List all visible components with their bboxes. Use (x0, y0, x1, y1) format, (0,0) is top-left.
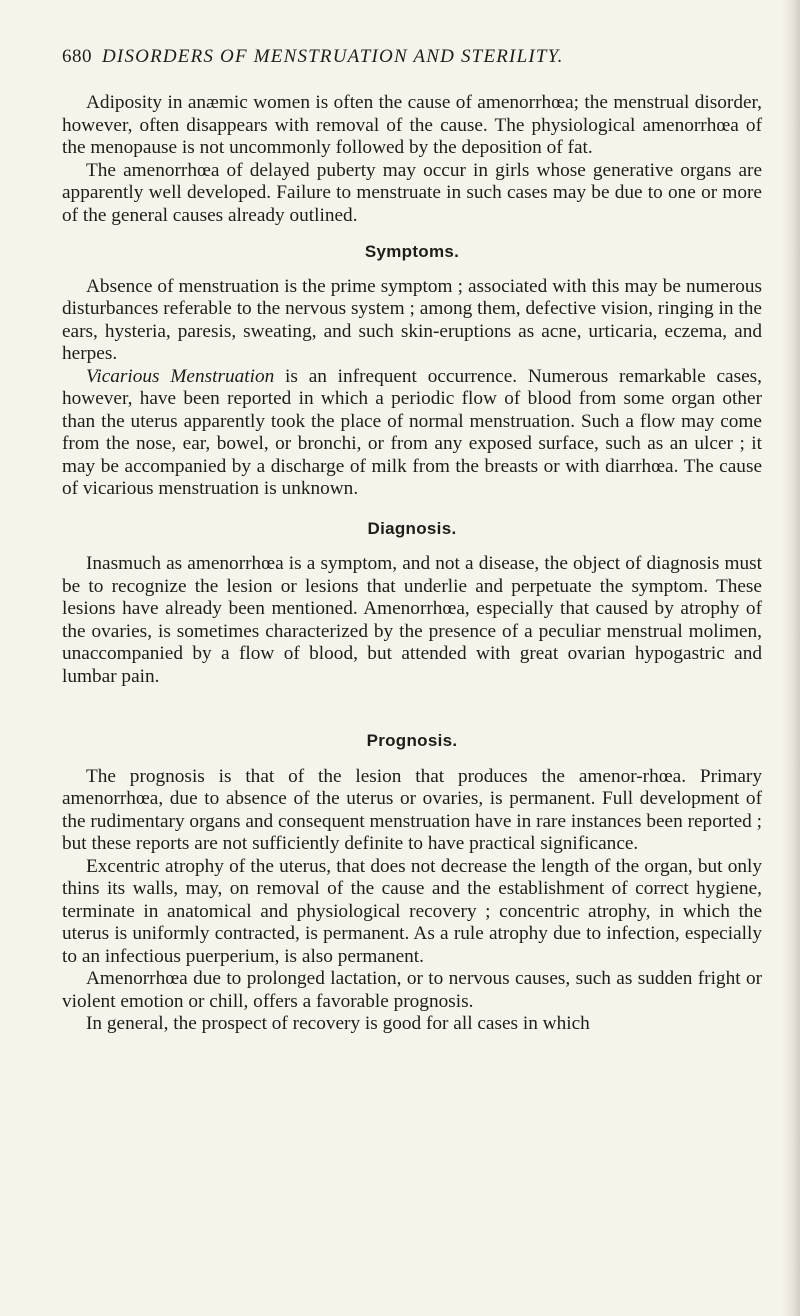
paragraph-vicarious-text: is an infrequent occurrence. Numerous remarkable cases, however, have been reported in which a periodic flow of blood from some organ other than the uterus apparently took the place of normal menstruation. Such a flow may come from the nose, ear, bowel, or bronchi, or from any exposed surface, such as an ulcer ; it may be accompanied by a discharge of milk from the breasts or with diarrhœa. The cause of vicarious menstruation is unknown. (62, 365, 762, 499)
paragraph-excentric-atrophy: Excentric atrophy of the uterus, that does not decrease the length of the organ, but only thins its walls, may, on removal of the cause and the establishment of correct hygiene, terminate in anatomical and physiological recovery ; concentric atrophy, in which the uterus is uniformly contracted, is permanent. As a rule atrophy due to infection, especially to an infectious puerperium, is also permanent. (62, 855, 762, 967)
section-heading-symptoms: Symptoms. (364, 242, 460, 261)
paragraph-prognosis: The prognosis is that of the lesion that produces the amenor-rhœa. Primary amenorrhœa, due to absence of the uterus or ovaries, is permanent. Full development of the rudimentary organs and consequent menstruation have in rare instances been reported ; but these reports are not sufficiently definite to have practical significance. (62, 765, 762, 854)
page-body (62, 92, 762, 1036)
paragraph-absence: Absence of menstruation is the prime symptom ; associated with this may be numerous disturbances referable to the nervous system ; among them, defective vision, ringing in the ears, hysteria, paresis, sweating, and such skin-eruptions as acne, urticaria, eczema, and herpes. (62, 275, 762, 364)
paragraph-delayed-puberty: The amenorrhœa of delayed puberty may occur in girls whose generative organs are apparently well developed. Failure to menstruate in such cases may be due to one or more of the general causes already outlined. (62, 159, 762, 226)
page-number: 680 (62, 46, 92, 67)
section-heading-prognosis: Prognosis. (366, 731, 458, 750)
paragraph-lactation: Amenorrhœa due to prolonged lactation, or to nervous causes, such as sudden fright or violent emotion or chill, offers a favorable prognosis. (62, 968, 762, 1012)
section-heading-diagnosis: Diagnosis. (367, 518, 457, 538)
paragraph-vicarious (62, 366, 762, 501)
paragraph-adiposity: Adiposity in anæmic women is often the cause of amenorrhœa; the menstrual disorder, however, often disappears with removal of the cause. The physiological amenorrhœa of the menopause is not uncommonly followed by the deposition of fat. (62, 92, 762, 158)
page-header (62, 46, 762, 76)
paragraph-general: In general, the prospect of recovery is good for all cases in which (86, 1013, 590, 1034)
page-edge-shadow (782, 0, 800, 1316)
running-title: DISORDERS OF MENSTRUATION AND STERILITY. (102, 46, 564, 67)
term-vicarious-menstruation: Vicarious Menstruation (86, 365, 275, 387)
paragraph-diagnosis: Inasmuch as amenorrhœa is a symptom, and not a disease, the object of diagnosis must be to recognize the lesion or lesions that underlie and perpetuate the symptom. These lesions have already been mentioned. Amenorrhœa, especially that caused by atrophy of the ovaries, is sometimes characterized by the presence of a peculiar menstrual molimen, unaccompanied by a flow of blood, but attended with great ovarian hypogastric and lumbar pain. (62, 553, 762, 687)
